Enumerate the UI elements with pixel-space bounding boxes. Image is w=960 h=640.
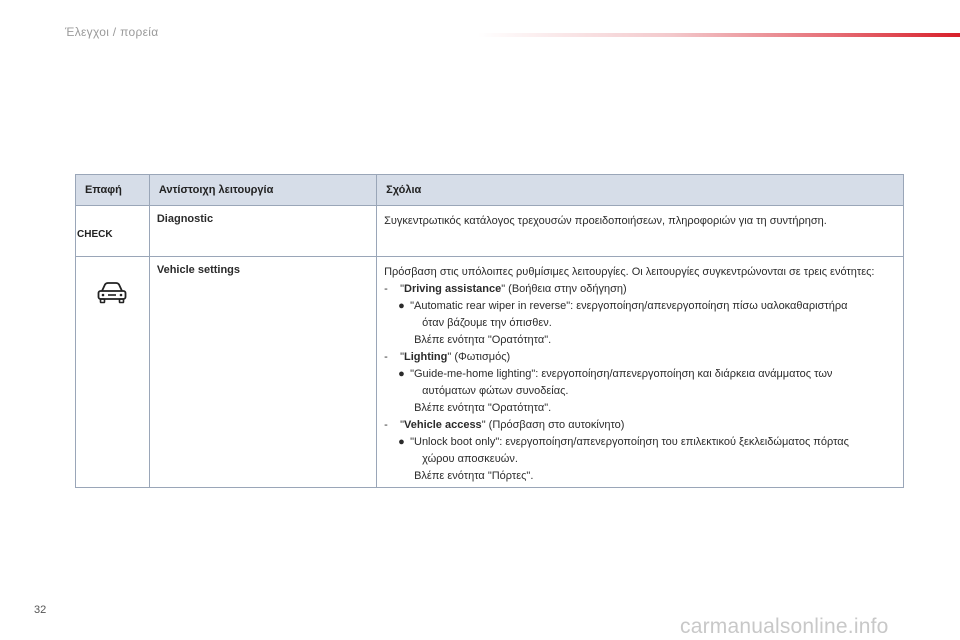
see-reference: Βλέπε ενότητα "Ορατότητα". [414, 402, 552, 414]
car-icon [95, 281, 129, 305]
section-heading: - "Driving assistance" (Βοήθεια στην οδήγηση) [384, 283, 627, 295]
bullet-icon: ● [398, 368, 405, 380]
section-heading: - "Vehicle access" (Πρόσβαση στο αυτοκίνητο) [384, 419, 625, 431]
list-item: ● "Guide-me-home lighting": ενεργοποίηση/απενεργοποίηση και διάρκεια ανάμματος των [384, 366, 897, 383]
column-header-function: Αντίστοιχη λειτουργία [149, 175, 376, 206]
list-item-continuation: χώρου αποσκευών. [422, 453, 518, 465]
check-touch-label: CHECK [77, 229, 113, 240]
comment-cell: Συγκεντρωτικός κατάλογος τρεχουσών προειδοποιήσεων, πληροφοριών για τη συντήρηση. [377, 206, 904, 257]
table-row [76, 206, 904, 257]
touch-cell [76, 206, 150, 257]
function-cell: Diagnostic [149, 206, 376, 257]
column-header-touch: Επαφή [76, 175, 150, 206]
list-item-continuation: αυτόματων φώτων συνοδείας. [422, 385, 569, 397]
list-item: ● "Automatic rear wiper in reverse": ενεργοποίηση/απενεργοποίηση πίσω υαλοκαθαριστήρα [384, 298, 897, 315]
watermark: carmanualsonline.info [680, 615, 889, 638]
function-cell: Vehicle settings [149, 257, 376, 488]
bullet-icon: ● [398, 436, 405, 448]
see-reference: Βλέπε ενότητα "Πόρτες". [414, 470, 534, 482]
header-accent-bar [478, 33, 960, 37]
comment-cell [377, 257, 904, 488]
page-number: 32 [34, 604, 47, 616]
table-header-row [76, 175, 904, 206]
intro-text: Πρόσβαση στις υπόλοιπες ρυθμίσιμες λειτουργίες. Οι λειτουργίες συγκεντρώνονται σε τρεις ενότητες: [384, 266, 875, 278]
list-item: ● "Unlock boot only": ενεργοποίηση/απενεργοποίηση του επιλεκτικού ξεκλειδώματος πόρτας [384, 434, 897, 451]
table-row [76, 257, 904, 488]
bullet-icon: ● [398, 300, 405, 312]
section-heading: - "Lighting" (Φωτισμός) [384, 351, 511, 363]
see-reference: Βλέπε ενότητα "Ορατότητα". [414, 334, 552, 346]
touch-cell [76, 257, 150, 488]
section-title: Έλεγχοι / πορεία [65, 25, 159, 39]
column-header-comments: Σχόλια [377, 175, 904, 206]
functions-table [75, 174, 904, 488]
list-item-continuation: όταν βάζουμε την όπισθεν. [422, 317, 552, 329]
